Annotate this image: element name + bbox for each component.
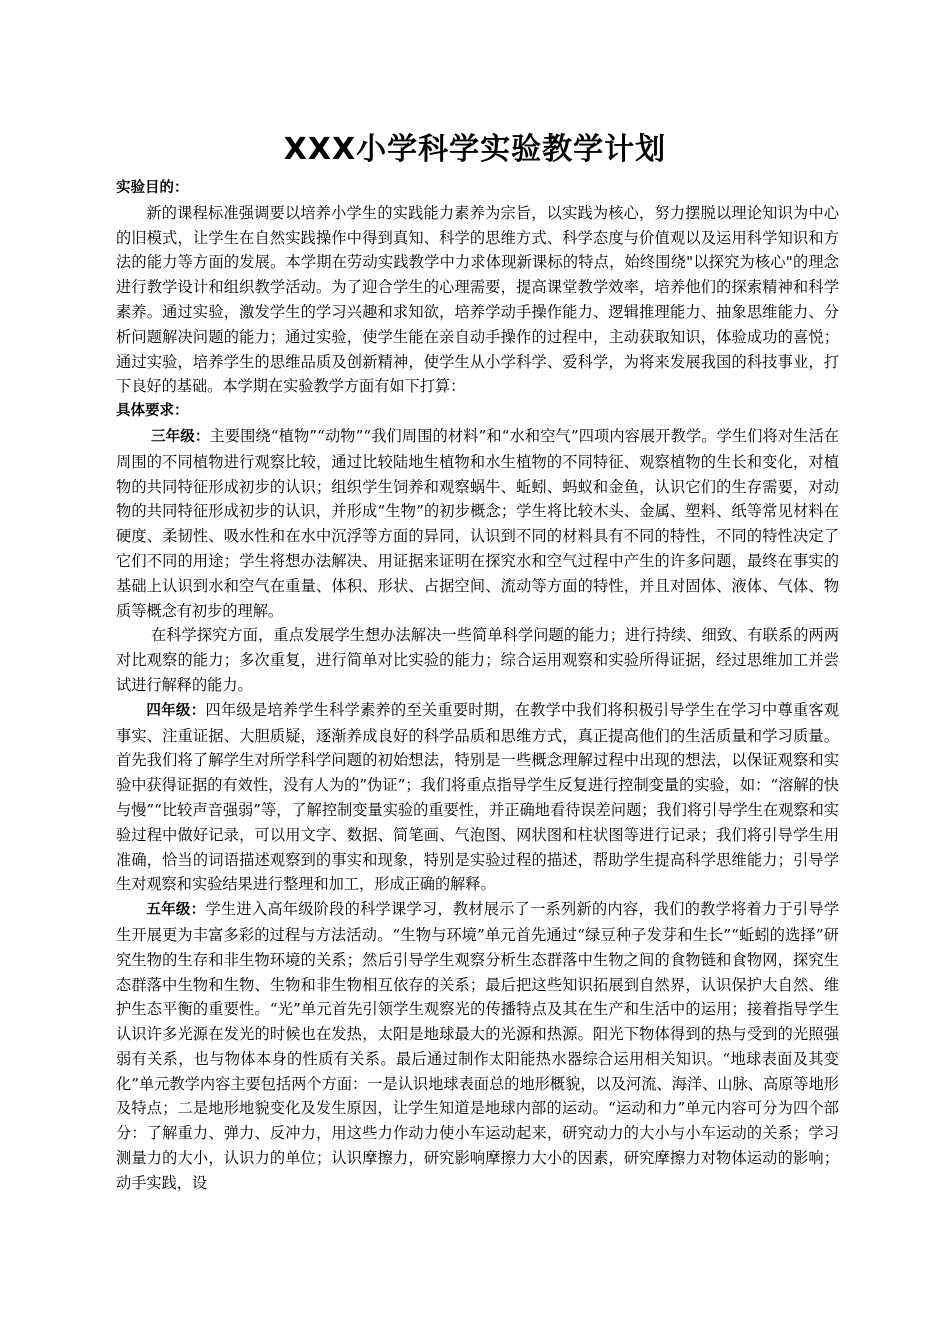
grade5-label: 五年级： <box>146 902 206 919</box>
grade4-text: 四年级是培养学生科学素养的至关重要时期，在教学中我们将积极引导学生在学习中尊重客观事实、注重证据、大胆质疑，逐渐养成良好的科学品质和思维方式，真正提高他们的生活质量和学习质量。首先我们将了解学生对所学科学问题的初始想法，特别是一些概念理解过程中出现的想法，以保证观察和实验中获得证据的有效性，没有人为的”伪证”；我们将重点指导学生反复进行控制变量的实验，如：“溶解的快与慢”“比较声音强弱”等，了解控制变量实验的重要性，并正确地看待误差问题；我们将引导学生在观察和实验过程中做好记录，可以用文字、数据、简笔画、气泡图、网状图和柱状图等进行记录；我们将引导学生用准确，恰当的词语描述观察到的事实和现象，特别是实验过程的描述，帮助学生提高科学思维能力；引导学生对观察和实验结果进行整理和加工，形成正确的解释。 <box>116 700 840 894</box>
paragraph-grade3-inquiry: 在科学探究方面，重点发展学生想办法解决一些简单科学问题的能力；进行持续、细致、有联系的两两对比观察的能力；多次重复，进行简单对比实验的能力；综合运用观察和实验所得证据，经过思维加工并尝试进行解释的能力。 <box>116 626 839 694</box>
paragraph-purpose: 新的课程标准强调要以培养小学生的实践能力素养为宗旨，以实践为核心，努力摆脱以理论知识为中心的旧模式，让学生在自然实践操作中得到真知、科学的思维方式、科学态度与价值观以及运用科学知识和方法的能力等方面的发展。本学期在劳动实践教学中力求体现新课标的特点，始终围绕"以探究为核心"的理念进行教学设计和组织教学活动。为了迎合学生的心理需要，提高课堂教学效率，培养他们的探索精神和科学素养。通过实验，激发学生的学习兴趣和求知欲，培养学动手操作能力、逻辑推理能力、抽象思维能力、分析问题解决问题的能力；通过实验，使学生能在亲自动手操作的过程中，主动获取知识，体验成功的喜悦；通过实验，培养学生的思维品质及创新精神，使学生从小学科学、爱科学，为将来发展我国的科技事业，打下良好的基础。本学期在实验教学方面有如下打算： <box>116 203 839 396</box>
document-body <box>116 176 839 1196</box>
section-heading-purpose: 实验目的： <box>116 180 189 196</box>
paragraph-grade4 <box>116 698 839 897</box>
grade3-label: 三年级： <box>150 428 210 445</box>
section-heading-requirements: 具体要求： <box>116 403 189 420</box>
paragraph-grade5 <box>116 897 839 1196</box>
grade3-text: 主要围绕“植物”“动物”“我们周围的材料”和“水和空气”四项内容展开教学。学生们将对生活在周围的不同植物进行观察比较，通过比较陆地生植物和水生植物的不同特征、观察植物的生长和变化，对植物的共同特征形成初步的认识；组织学生饲养和观察蜗牛、蚯蚓、蚂蚁和金鱼，认识它们的生存需要，对动物的共同特征形成初步的认识，并形成“生物”的初步概念；学生将比较木头、金属、塑料、纸等常见材料在硬度、柔韧性、吸水性和在水中沉浮等方面的异同，认识到不同的材料具有不同的特性，不同的特性决定了它们不同的用途；学生将想办法解决、用证据来证明在探究水和空气过程中产生的许多问题，最终在事实的基础上认识到水和空气在重量、体积、形状、占据空间、流动等方面的特性，并且对固体、液体、气体、物质等概念有初步的理解。 <box>116 426 840 620</box>
grade4-label: 四年级： <box>146 702 206 719</box>
grade5-text: 学生进入高年级阶段的科学课学习，教材展示了一系列新的内容，我们的教学将着力于引导学生开展更为丰富多彩的过程与方法活动。“生物与环境”单元首先通过“绿豆种子发芽和生长”“蚯蚓的选择”研究生物的生存和非生物环境的关系；然后引导学生观察分析生态群落中生物之间的食物链和食物网，探究生态群落中生物和生物、生物和非生物相互依存的关系；最后把这些知识拓展到自然界，认识保护大自然、维护生态平衡的重要性。“光”单元首先引领学生观察光的传播特点及其在生产和生活中的运用；接着指导学生认识许多光源在发光的时候也在发热，太阳是地球最大的光源和热源。阳光下物体得到的热与受到的光照强弱有关系，也与物体本身的性质有关系。最后通过制作太阳能热水器综合运用相关知识。“地球表面及其变化”单元教学内容主要包括两个方面：一是认识地球表面总的地形概貌，以及河流、海洋、山脉、高原等地形及特点；二是地形地貌变化及发生原因，让学生知道是地球内部的运动。“运动和力”单元内容可分为四个部分：了解重力、弹力、反冲力，用这些力作动力使小车运动起来，研究动力的大小与小车运动的关系；学习测量力的大小，认识力的单位；认识摩擦力，研究影响摩擦力大小的因素，研究摩擦力对物体运动的影响；动手实践，设 <box>116 900 840 1192</box>
document-title: XXX小学科学实验教学计划 <box>283 132 667 167</box>
paragraph-grade3 <box>116 424 839 623</box>
